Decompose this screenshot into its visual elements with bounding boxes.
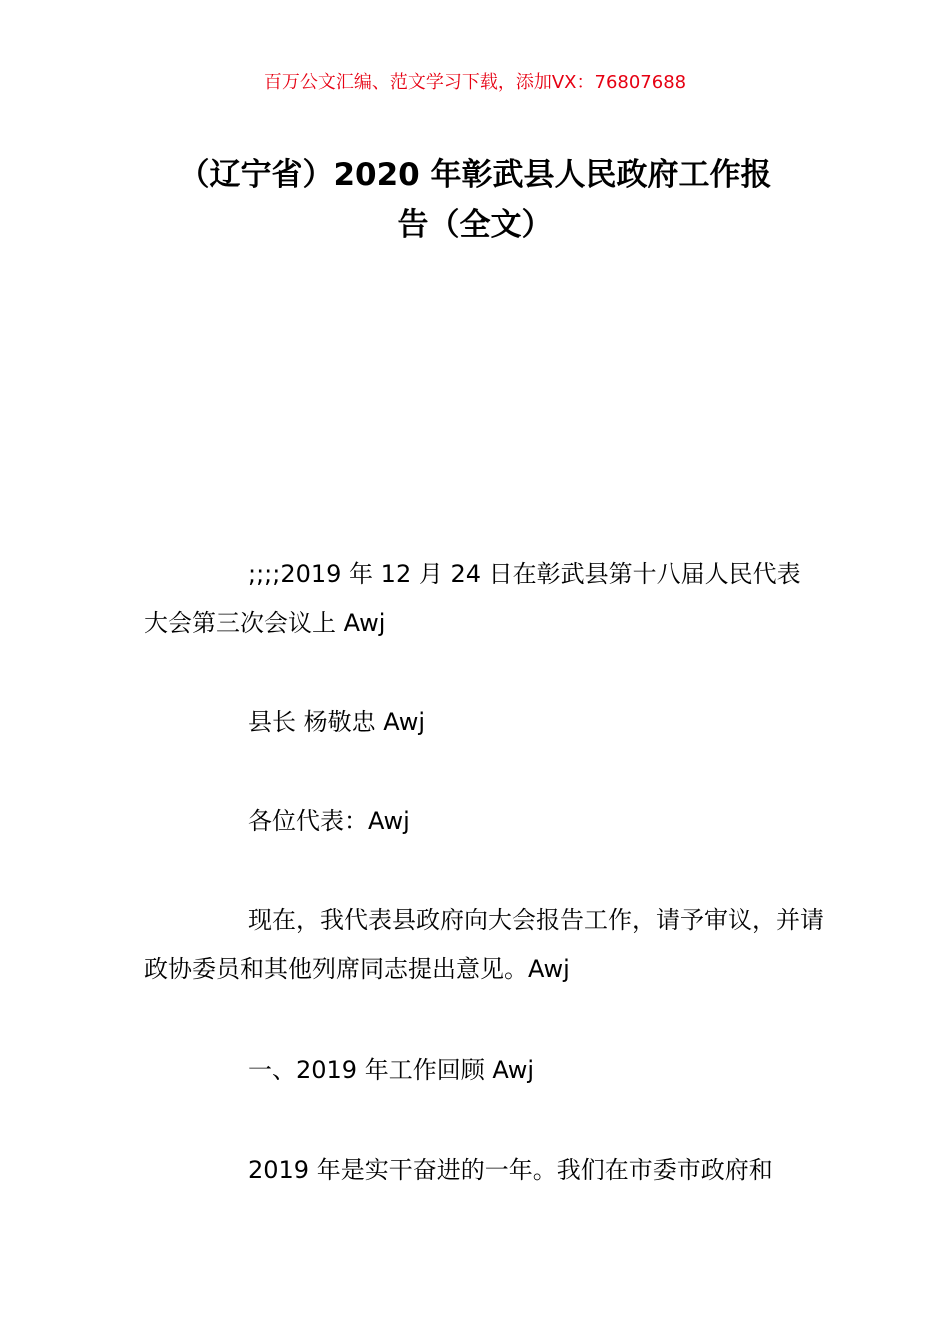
title-line-2: 告（全文） [397, 207, 553, 243]
paragraph-salutation: 各位代表：Awj [248, 807, 410, 835]
paragraph-review-start: 2019 年是实干奋进的一年。我们在市委市政府和 [248, 1156, 773, 1184]
paragraph-speaker: 县长 杨敬忠 Awj [248, 708, 425, 736]
paragraph-meeting-info: ;;;;2019 年 12 月 24 日在彰武县第十八届人民代表大会第三次会议上 Awj [144, 560, 801, 637]
header-note: 百万公文汇编、范文学习下载，添加VX：76807688 [263, 72, 687, 93]
section-heading-review: 一、2019 年工作回顾 Awj [248, 1056, 535, 1084]
document-title [150, 150, 800, 250]
paragraph-intro: 现在，我代表县政府向大会报告工作，请予审议，并请政协委员和其他列席同志提出意见。Awj [144, 906, 824, 983]
title-line-1: （辽宁省）2020 年彰武县人民政府工作报 [178, 157, 772, 193]
